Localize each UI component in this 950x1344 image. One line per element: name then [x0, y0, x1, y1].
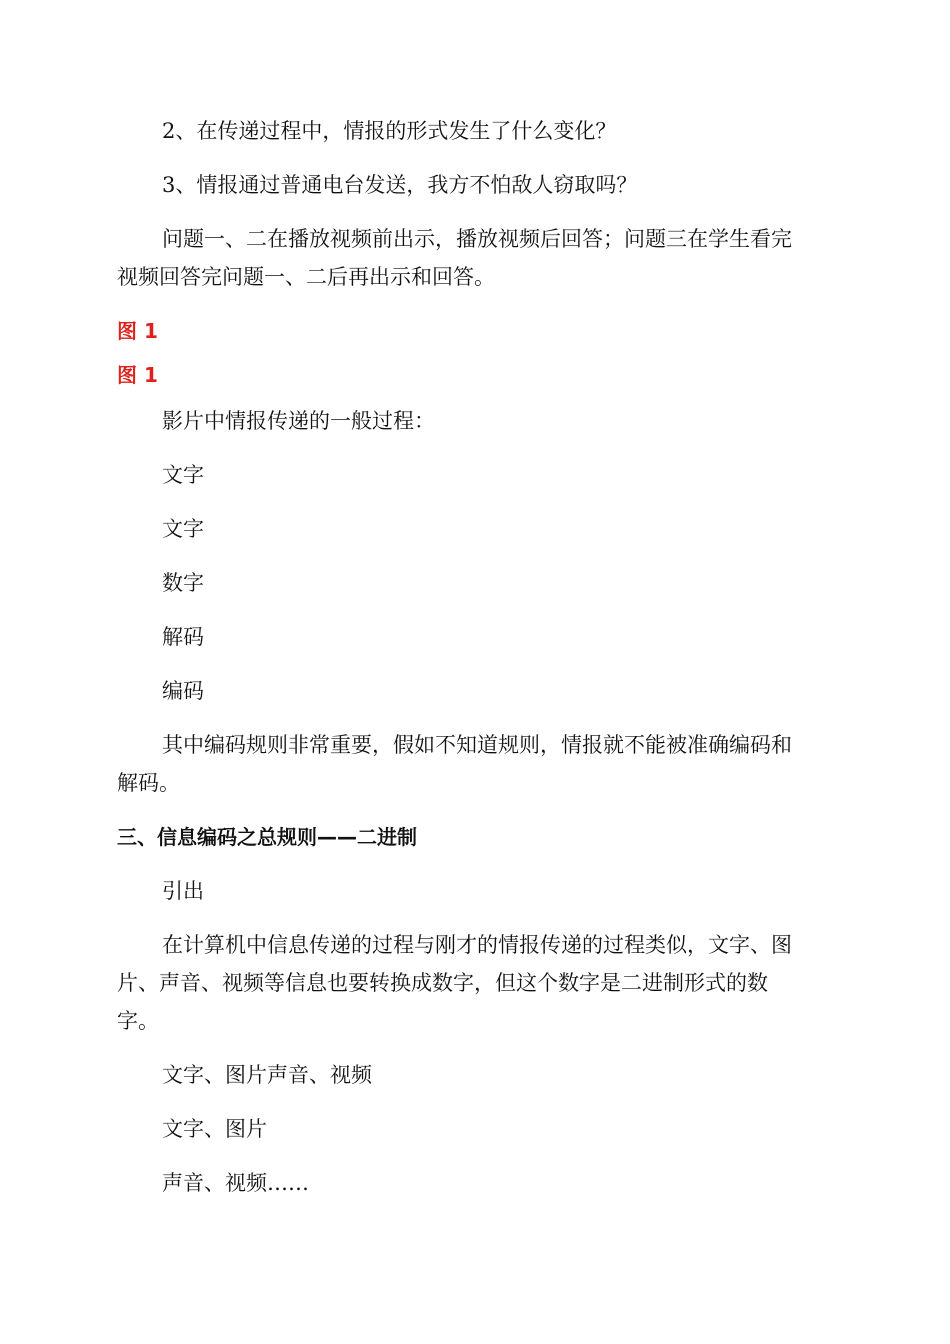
process-step: 解码 — [162, 625, 204, 649]
media-list-item: 文字、图片 — [162, 1117, 267, 1141]
teaching-note-line-2: 视频回答完问题一、二后再出示和回答。 — [117, 265, 495, 289]
process-step: 文字 — [162, 463, 204, 487]
computer-para-line-3: 字。 — [117, 1009, 159, 1033]
rule-note-line-2: 解码。 — [117, 771, 180, 795]
teaching-note-line-1: 问题一、二在播放视频前出示，播放视频后回答；问题三在学生看完 — [162, 227, 792, 251]
question-3: 3、情报通过普通电台发送，我方不怕敌人窃取吗？ — [162, 173, 638, 197]
section-heading: 三、信息编码之总规则——二进制 — [117, 825, 417, 849]
process-step: 数字 — [162, 571, 204, 595]
process-step: 文字 — [162, 517, 204, 541]
figure-label: 图 1 — [117, 319, 158, 343]
computer-para-line-2: 片、声音、视频等信息也要转换成数字，但这个数字是二进制形式的数 — [117, 971, 768, 995]
figure-label: 图 1 — [117, 363, 158, 387]
media-list-item: 声音、视频…… — [162, 1171, 309, 1195]
media-list-item: 文字、图片声音、视频 — [162, 1063, 372, 1087]
intro-label: 引出 — [162, 879, 204, 903]
question-2: 2、在传递过程中，情报的形式发生了什么变化？ — [162, 119, 617, 143]
process-intro: 影片中情报传递的一般过程： — [162, 409, 435, 433]
process-step: 编码 — [162, 679, 204, 703]
rule-note-line-1: 其中编码规则非常重要，假如不知道规则，情报就不能被准确编码和 — [162, 733, 792, 757]
computer-para-line-1: 在计算机中信息传递的过程与刚才的情报传递的过程类似，文字、图 — [162, 933, 792, 957]
